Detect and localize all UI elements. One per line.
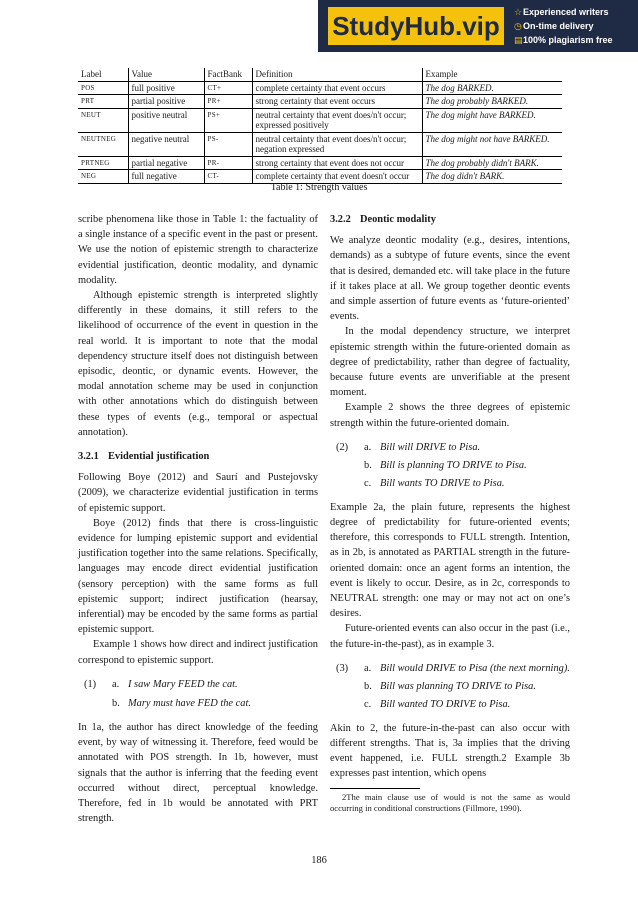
- table-header-example: Example: [422, 68, 562, 81]
- paragraph: In the modal dependency structure, we interpret epistemic strength within the future-oriented domain as degree of predictability, rather than degree of factuality, because future events are unverifiable at the present moment.: [330, 326, 570, 399]
- paragraph: Example 2 shows the three degrees of epistemic strength within the future-oriented domain.: [330, 402, 570, 429]
- paragraph: Boye (2012) finds that there is cross-linguistic evidence for lumping epistemic support and evidential justification together into the same relations. Specifically, languages may encode direct evidential justification (sensory perception) with the same forms as full epistemic support; indirect justification (hearsay, inferential) may be encoded by the same forms as partial epistemic support.: [78, 517, 318, 636]
- section-heading-evidential: 3.2.1 Evidential justification: [78, 451, 210, 463]
- page-number: 186: [311, 855, 327, 866]
- paragraph: Following Boye (2012) and Saurí and Pustejovsky (2009), we characterize evidential justification in terms of epistemic support.: [78, 472, 318, 514]
- banner-feature-2: ◷On-time delivery: [514, 21, 594, 31]
- left-column: [78, 212, 318, 826]
- banner-feature-list: [514, 5, 636, 47]
- document-icon: ▤: [514, 35, 523, 45]
- banner-feature-1: ☆Experienced writers: [514, 7, 609, 17]
- table-caption: Table 1: Strength values: [270, 182, 368, 193]
- example-1b: b. Mary must have FED the cat.: [112, 697, 251, 709]
- example-2c: c. Bill wants TO DRIVE to Pisa.: [364, 477, 505, 489]
- footnote: 2The main clause use of would is not the same as would occurring in conditional constructions (Fillmore, 1990).: [330, 791, 570, 813]
- paragraph: In 1a, the author has direct knowledge of the feeding event, by way of witnessing it. Therefore, feed would be annotated with POS strength. In 1b, however, must signals that the author is inferring that the feeding event occurred without direct, perceptual knowledge. Therefore, fed in 1b would be annotated with PRT strength.: [78, 721, 318, 825]
- table-row: PRTNEG partial negative PR- strong certainty that event does not occur The dog probably didn't BARK.: [78, 156, 562, 170]
- paragraph: Example 2a, the plain future, represents the highest degree of predictability for future-oriented events; therefore, this corresponds to FULL strength. Intention, as in 2b, is annotated as PARTIAL strength in the future-oriented domain: once an agent forms an intention, the event is likely to occur. Desire, as in 2c, corresponds to NEUTRAL strength: one may or may not act on one’s desires.: [330, 501, 570, 620]
- footnote-rule: [330, 788, 420, 789]
- section-heading-deontic: 3.2.2 Deontic modality: [330, 214, 436, 225]
- paragraph: scribe phenomena like those in Table 1: the factuality of a single instance of a specific event in the past or present. We use the notion of epistemic strength to characterize evidential justification, deontic modality, and dynamic modality.: [78, 214, 318, 286]
- studyhub-banner[interactable]: [318, 0, 638, 52]
- paragraph: Akin to 2, the future-in-the-past can also occur with different strengths. That is, 3a implies that the driving event happened, i.e. FULL strength.2 Example 3b expresses past intention, which opens: [330, 722, 570, 780]
- paragraph: We analyze deontic modality (e.g., desires, intentions, demands) as a subtype of future events, since the event that is desired, demanded etc. will take place in the future if it takes place at all. We group together deontic events and simple assertion of future events as ‘future-oriented’ events.: [330, 235, 570, 323]
- strength-values-table: [78, 68, 562, 184]
- table-row: NEUT positive neutral PS+ neutral certainty that event does/n't occur; expressed positively The dog might have BARKED.: [78, 108, 562, 132]
- paragraph: Although epistemic strength is interpreted slightly differently in these domains, it still refers to the likelihood of occurrence of the event in question in the real world. It is important to note that the modal dependency structure itself does not distinguish between episodic, deontic, or dynamic events. However, the modal annotation scheme may be used in conjunction with other annotations which do distinguish between these types of events (e.g., temporal or aspectual annotation).: [78, 290, 318, 438]
- example-3b: b. Bill was planning TO DRIVE to Pisa.: [364, 680, 536, 692]
- star-icon: ☆: [514, 7, 523, 17]
- paragraph: Example 1 shows how direct and indirect justification correspond to epistemic support.: [78, 639, 318, 666]
- table-row: POS full positive CT+ complete certainty that event occurs The dog BARKED.: [78, 81, 562, 95]
- paragraph: Future-oriented events can also occur in the past (i.e., the future-in-the-past), as in example 3.: [330, 623, 570, 650]
- clock-icon: ◷: [514, 21, 522, 31]
- table-row: NEG full negative CT- complete certainty that event doesn't occur The dog didn't BARK.: [78, 170, 562, 184]
- studyhub-logo[interactable]: StudyHub.vip: [328, 7, 504, 45]
- table-row: NEUTNEG negative neutral PS- neutral certainty that event does/n't occur; negation expressed The dog might not have BARKED.: [78, 132, 562, 156]
- banner-feature-3: ▤100% plagiarism free: [514, 35, 613, 45]
- example-1a: (1) a. I saw Mary FEED the cat.: [84, 678, 238, 690]
- table-header-label: Label: [78, 68, 128, 81]
- example-3a: (3) a. Bill would DRIVE to Pisa (the next morning).: [336, 662, 570, 674]
- example-2a: (2) a. Bill will DRIVE to Pisa.: [336, 441, 481, 453]
- table-row: PRT partial positive PR+ strong certainty that event occurs The dog probably BARKED.: [78, 95, 562, 109]
- right-column: [330, 212, 570, 814]
- table-header-value: Value: [128, 68, 204, 81]
- table-header-factbank: FactBank: [204, 68, 252, 81]
- table-header-definition: Definition: [252, 68, 422, 81]
- example-3c: c. Bill wanted TO DRIVE to Pisa.: [364, 698, 511, 710]
- example-2b: b. Bill is planning TO DRIVE to Pisa.: [364, 459, 527, 471]
